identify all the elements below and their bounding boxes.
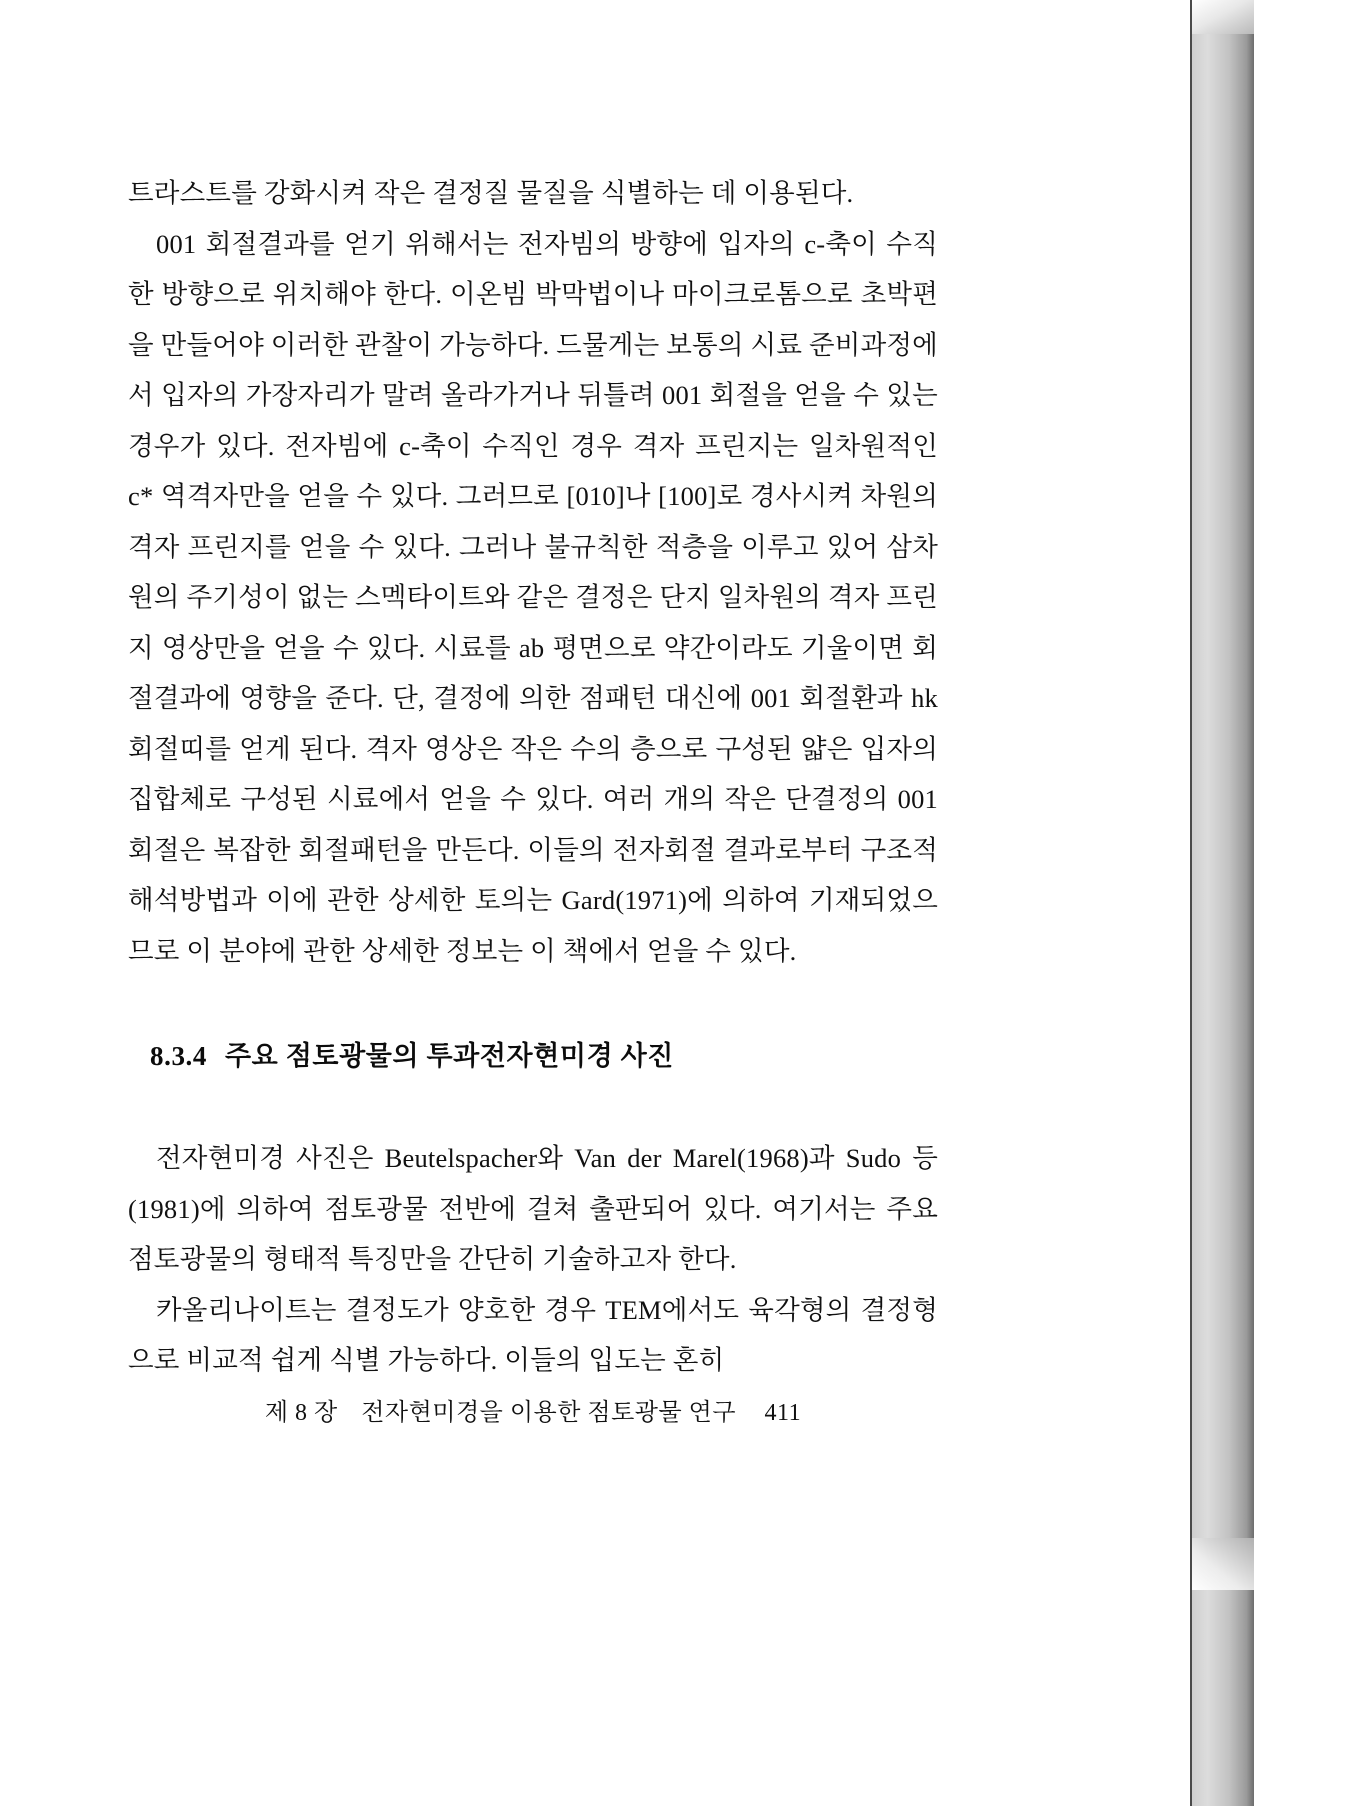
book-page-edge-top-corner (1192, 0, 1254, 34)
book-page-edge (1192, 0, 1254, 1806)
footer-page-number: 411 (764, 1400, 802, 1426)
paragraph-tem-photos: 전자현미경 사진은 Beutelspacher와 Van der Marel(1968)과 Sudo 등(1981)에 의하여 점토광물 전반에 걸쳐 출판되어 있다. 여기서는 주요 점토광물의 형태적 특징만을 간단히 기술하고자 한다. (128, 1143, 938, 1274)
book-page-edge-bottom-corner (1192, 1538, 1254, 1590)
outer-background-right (1254, 0, 1357, 1806)
page-footer (128, 1392, 938, 1427)
section-heading-number: 8.3.4 (150, 1041, 207, 1071)
paragraph-continued: 트라스트를 강화시켜 작은 결정질 물질을 식별하는 데 이용된다. (128, 178, 854, 208)
footer-chapter: 제 8 장 (264, 1400, 338, 1426)
paragraph-001-diffraction: 001 회절결과를 얻기 위해서는 전자빔의 방향에 입자의 c-축이 수직한 방향으로 위치해야 한다. 이온빔 박막법이나 마이크로톰으로 초박편을 만들어야 이러한 관찰이 가능하다. 드물게는 보통의 시료 준비과정에서 입자의 가장자리가 말려 올라가거나 뒤틀려 001 회절을 얻을 수 있는 경우가 있다. 전자빔에 c-축이 수직인 경우 격자 프린지는 일차원적인 c* 역격자만을 얻을 수 있다. 그러므로 [010]나 [100]로 경사시켜 차원의 격자 프린지를 얻을 수 있다. 그러나 불규칙한 적층을 이루고 있어 삼차원의 주기성이 없는 스멕타이트와 같은 결정은 단지 일차원의 격자 프린지 영상만을 얻을 수 있다. 시료를 ab 평면으로 약간이라도 기울이면 회절결과에 영향을 준다. 단, 결정에 의한 점패턴 대신에 001 회절환과 hk 회절띠를 얻게 된다. 격자 영상은 작은 수의 층으로 구성된 얇은 입자의 집합체로 구성된 시료에서 얻을 수 있다. 여러 개의 작은 단결정의 001 회절은 복잡한 회절패턴을 만든다. 이들의 전자회절 결과로부터 구조적 해석방법과 이에 관한 상세한 토의는 Gard(1971)에 의하여 기재되었으므로 이 분야에 관한 상세한 정보는 이 책에서 얻을 수 있다. (128, 228, 938, 966)
footer-running-title: 전자현미경을 이용한 점토광물 연구 (361, 1400, 737, 1426)
section-heading-title: 주요 점토광물의 투과전자현미경 사진 (225, 1041, 674, 1071)
page-content (128, 168, 938, 1386)
section-heading (128, 1034, 938, 1073)
section-heading-block (128, 1034, 938, 1073)
paragraph-kaolinite: 카올리나이트는 결정도가 양호한 경우 TEM에서도 육각형의 결정형으로 비교적 쉽게 식별 가능하다. 이들의 입도는 혼히 (128, 1294, 938, 1375)
